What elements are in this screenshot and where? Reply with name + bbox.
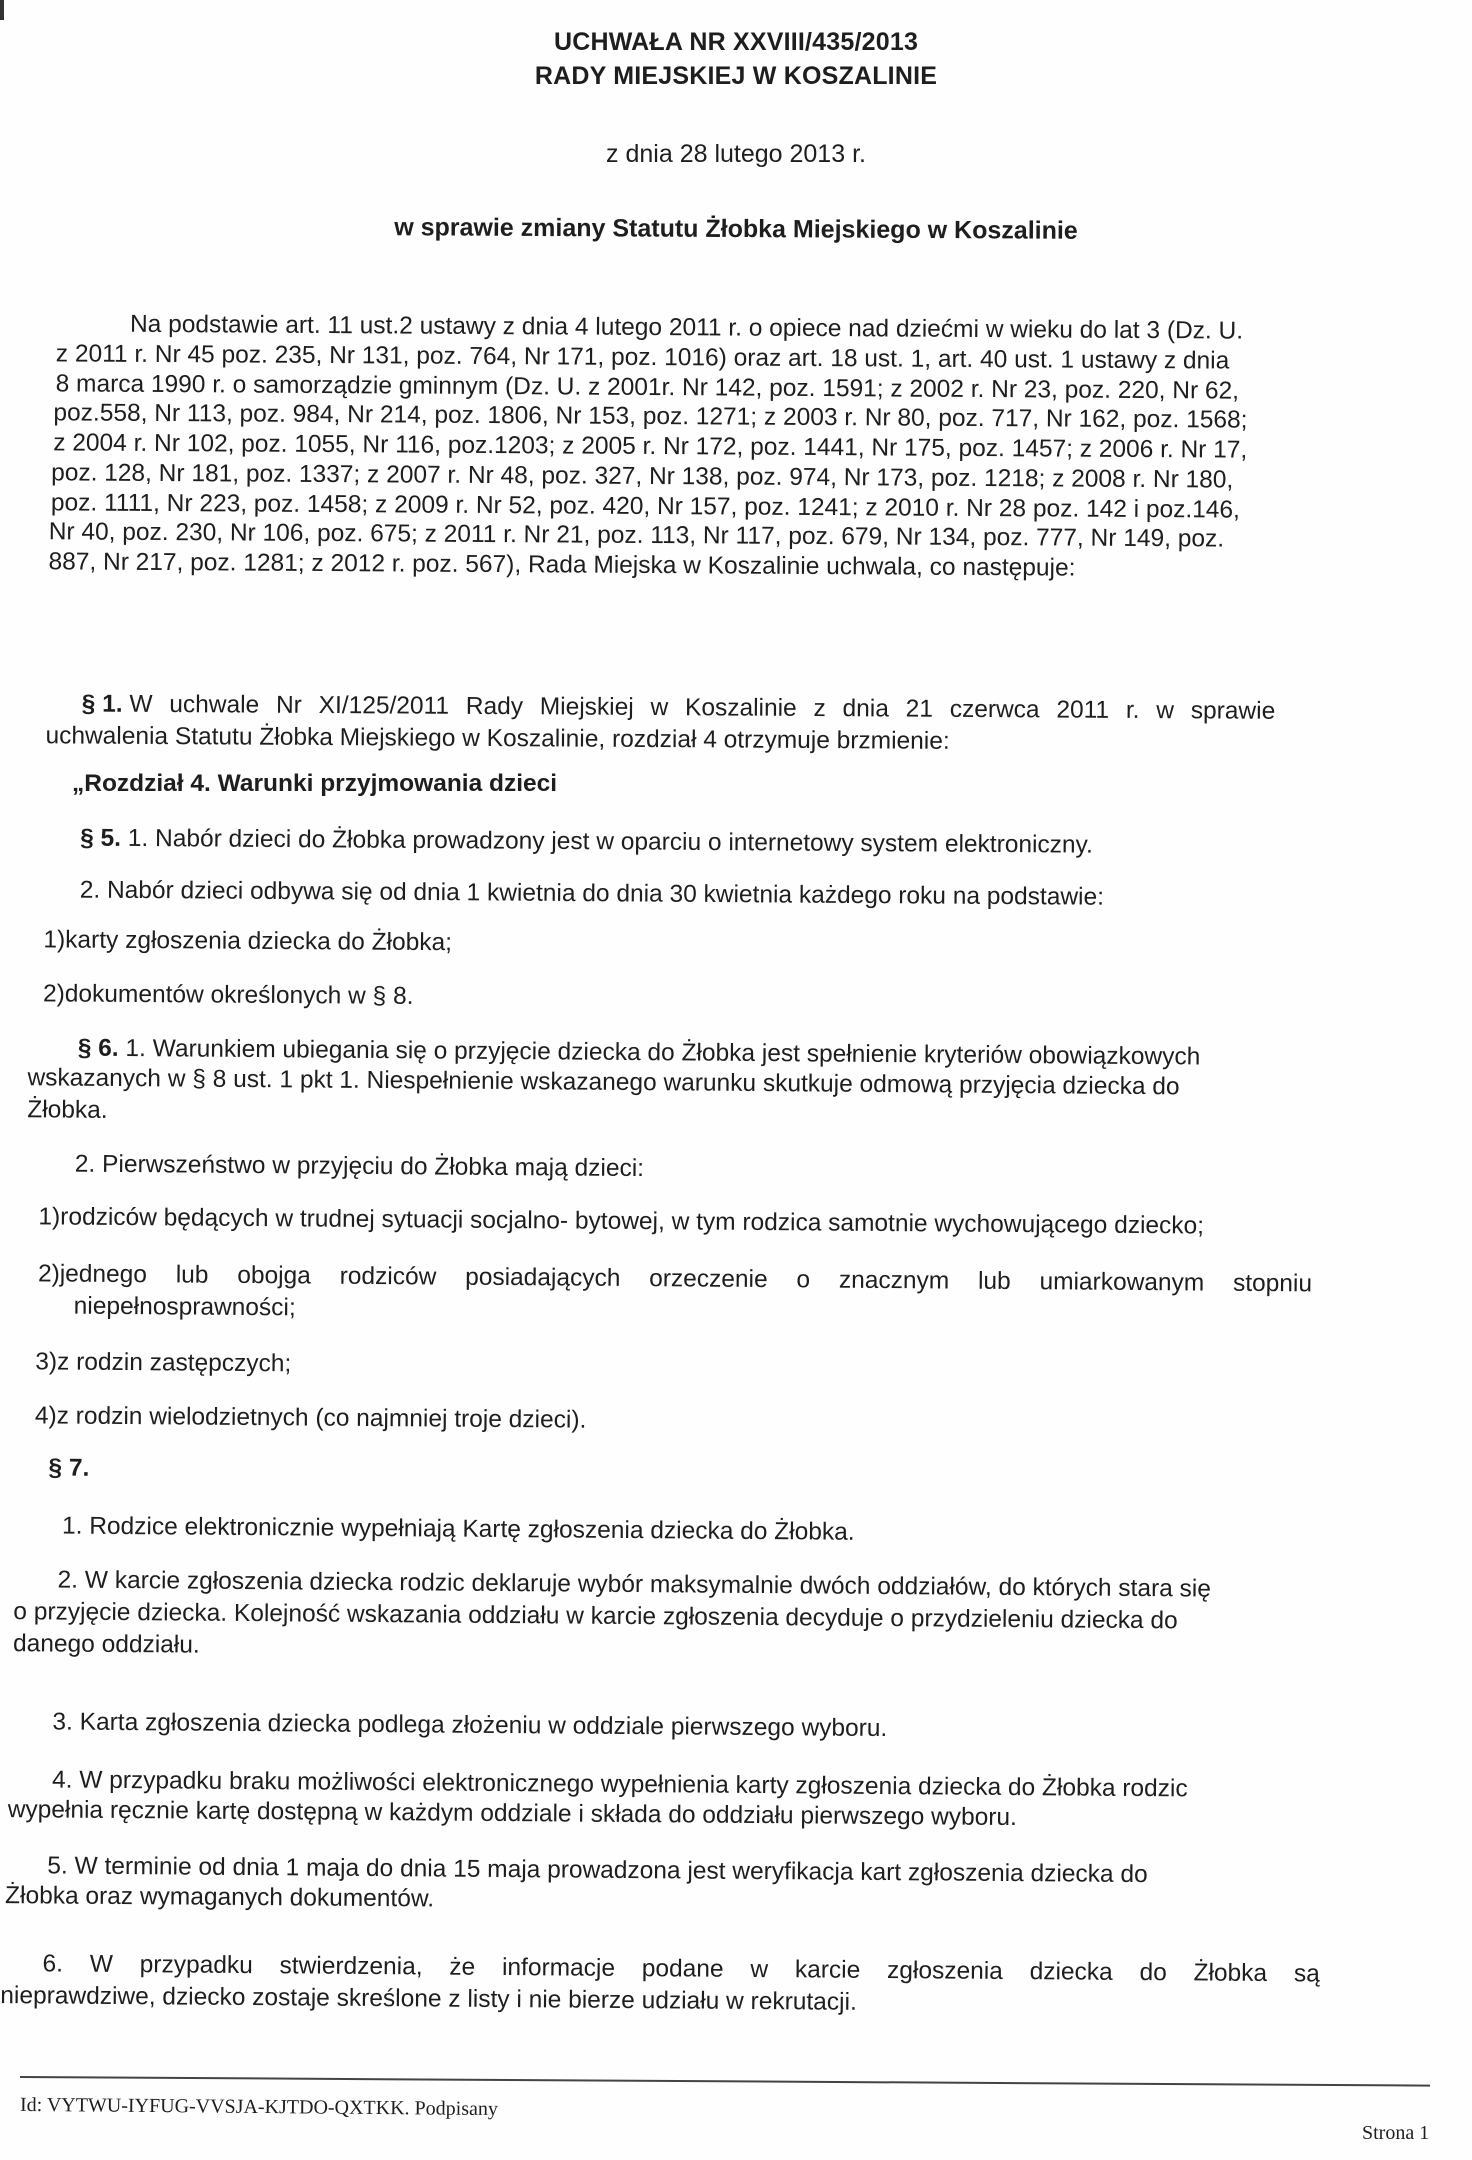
paragraph-7-item-6-line: nieprawdziwe, dziecko zostaje skreślone z listy i nie bierze udziału w rekrutacji. — [0, 1982, 857, 2016]
paragraph-7-item-6: 6. W przypadku stwierdzenia, że informacje podane w karcie zgłoszenia dziecka do Żłobka są — [42, 1950, 1320, 1988]
paragraph-6-subitem-2: 2)jednego lub obojga rodziców posiadających orzeczenie o znacznym lub umiarkowanym stopniu — [37, 1260, 1313, 1298]
resolution-number: UCHWAŁA NR XXVIII/435/2013 — [553, 28, 919, 56]
paragraph-6-item-2: 2. Pierwszeństwo w przyjęciu do Żłobka mają dzieci: — [74, 1150, 645, 1183]
preamble-line: poz.558, Nr 113, poz. 984, Nr 214, poz. 1806, Nr 153, poz. 1271; z 2003 r. Nr 80, poz. 717, Nr 162, poz. 1568; — [53, 399, 1248, 434]
paragraph-7-item-5: 5. W terminie od dnia 1 maja do dnia 15 maja prowadzona jest weryfikacja kart zgłoszenia dziecka do — [47, 1852, 1148, 1889]
paragraph-7-item-1: 1. Rodzice elektronicznie wypełniają Kartę zgłoszenia dziecka do Żłobka. — [61, 1512, 855, 1546]
paragraph-1-text: W uchwale Nr XI/125/2011 Rady Miejskiej w Koszalinie z dnia 21 czerwca 2011 r. w sprawie — [129, 690, 1276, 725]
paragraph-1-label: § 1. — [81, 690, 123, 718]
paragraph-7-item-2-line: danego oddziału. — [12, 1630, 200, 1659]
paragraph-7-label: § 7. — [48, 1454, 90, 1482]
paragraph-1-line: uchwalenia Statutu Żłobka Miejskiego w Koszalinie, rozdział 4 otrzymuje brzmienie: — [45, 722, 950, 755]
paragraph-7-item-2: 2. W karcie zgłoszenia dziecka rodzic deklaruje wybór maksymalnie dwóch oddziałów, do których stara się — [57, 1566, 1212, 1603]
preamble-line: 887, Nr 217, poz. 1281; z 2012 r. poz. 567), Rada Miejska w Koszalinie uchwala, co następuje: — [48, 548, 1076, 582]
paragraph-6-subitem-3: 3)z rodzin zastępczych; — [35, 1348, 292, 1378]
paragraph-6-item-1-line: wskazanych w § 8 ust. 1 pkt 1. Niespełnienie wskazanego warunku skutkuje odmową przyjęcia dziecka do — [27, 1064, 1180, 1101]
preamble-line: poz. 128, Nr 181, poz. 1337; z 2007 r. Nr 48, poz. 327, Nr 138, poz. 974, Nr 173, poz. 1218; z 2008 r. Nr 180, — [51, 459, 1234, 494]
preamble-line: poz. 1111, Nr 223, poz. 1458; z 2009 r. Nr 52, poz. 420, Nr 157, poz. 1241; z 2010 r. Nr 28 poz. 142 i poz.146, — [50, 489, 1241, 524]
paragraph-6-label: § 6. — [77, 1034, 119, 1062]
resolution-subject: w sprawie zmiany Statutu Żłobka Miejskiego w Koszalinie — [394, 213, 1078, 245]
council-name: RADY MIEJSKIEJ W KOSZALINIE — [534, 62, 938, 90]
page-number: Strona 1 — [1362, 2122, 1430, 2144]
paragraph-6-item-1-text: 1. Warunkiem ubiegania się o przyjęcie dziecka do Żłobka jest spełnienie kryteriów obowiązkowych — [125, 1035, 1201, 1071]
paragraph-5-item-1-text: 1. Nabór dzieci do Żłobka prowadzony jest w oparciu o internetowy system elektroniczny. — [127, 824, 1093, 859]
paragraph-7-item-3: 3. Karta zgłoszenia dziecka podlega złożeniu w oddziale pierwszego wyboru. — [52, 1708, 888, 1743]
paragraph-6-item-1-line: Żłobka. — [27, 1096, 108, 1124]
scan-edge-mark — [0, 0, 4, 20]
document-id: Id: VYTWU-IYFUG-VVSJA-KJTDO-QXTKK. Podpisany — [19, 2093, 499, 2121]
paragraph-6-item-1 — [77, 1034, 1201, 1071]
paragraph-7-item-2-line: o przyjęcie dziecka. Kolejność wskazania oddziału w karcie zgłoszenia decyduje o przydzieleniu dziecka do — [13, 1598, 1178, 1635]
paragraph-5-subitem-2: 2)dokumentów określonych w § 8. — [42, 980, 414, 1010]
paragraph-7-item-5-line: Żłobka oraz wymaganych dokumentów. — [5, 1882, 435, 1913]
paragraph-6-subitem-4: 4)z rodzin wielodzietnych (co najmniej troje dzieci). — [34, 1402, 587, 1434]
resolution-date: z dnia 28 lutego 2013 r. — [606, 140, 866, 168]
paragraph-6-subitem-1: 1)rodziców będących w trudnej sytuacji socjalno- bytowej, w tym rodzica samotnie wychowującego dziecko; — [38, 1203, 1205, 1240]
preamble-line: Nr 40, poz. 230, Nr 106, poz. 675; z 2011 r. Nr 21, poz. 113, Nr 117, poz. 679, Nr 134, poz. 777, Nr 149, poz. — [48, 518, 1225, 553]
chapter-heading: „Rozdział 4. Warunki przyjmowania dzieci — [72, 770, 558, 797]
footer-divider — [20, 2076, 1430, 2087]
paragraph-5-subitem-1: 1)karty zgłoszenia dziecka do Żłobka; — [43, 926, 453, 957]
preamble-line: z 2011 r. Nr 45 poz. 235, Nr 131, poz. 764, Nr 171, poz. 1016) oraz art. 18 ust. 1, art. 40 ust. 1 ustawy z dnia — [55, 340, 1230, 375]
paragraph-1-line — [81, 690, 1276, 725]
paragraph-5-item-2: 2. Nabór dzieci odbywa się od dnia 1 kwietnia do dnia 30 kwietnia każdego roku na podstawie: — [79, 876, 1105, 911]
paragraph-6-subitem-2-cont: niepełnosprawności; — [73, 1292, 296, 1322]
preamble-line: 8 marca 1990 r. o samorządzie gminnym (Dz. U. z 2001r. Nr 142, poz. 1591; z 2002 r. Nr 23, poz. 220, Nr 62, — [55, 370, 1240, 405]
preamble-line: Na podstawie art. 11 ust.2 ustawy z dnia 4 lutego 2011 r. o opiece nad dziećmi w wieku do lat 3 (Dz. U. — [129, 310, 1244, 345]
paragraph-5-item-1 — [80, 824, 1093, 859]
paragraph-5-label: § 5. — [80, 824, 122, 852]
preamble-line: z 2004 r. Nr 102, poz. 1055, Nr 116, poz.1203; z 2005 r. Nr 172, poz. 1441, Nr 175, poz. 1457; z 2006 r. Nr 17, — [53, 429, 1248, 464]
paragraph-7-item-4: 4. W przypadku braku możliwości elektronicznego wypełnienia karty zgłoszenia dziecka do Żłobka rodzic — [51, 1766, 1188, 1803]
paragraph-7-item-4-line: wypełnia ręcznie kartę dostępną w każdym oddziale i składa do oddziału pierwszego wyboru. — [7, 1796, 1018, 1832]
